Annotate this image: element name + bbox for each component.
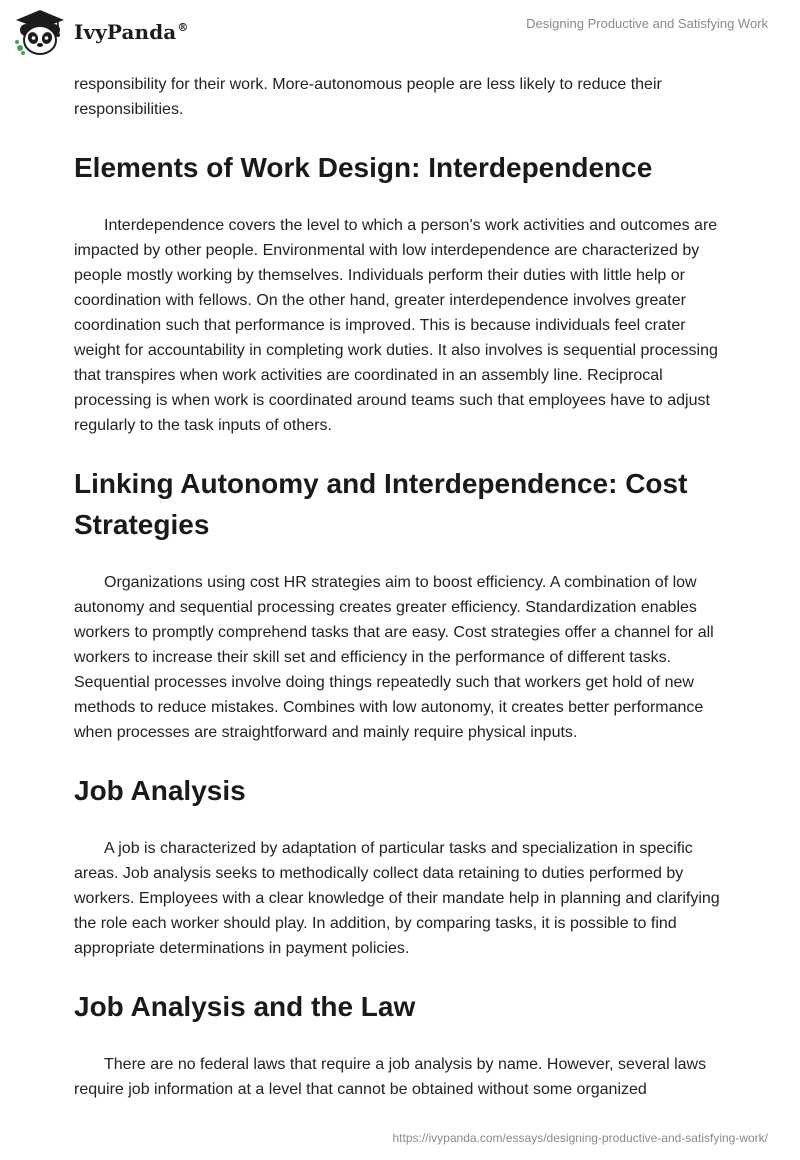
ivypanda-logo[interactable] [14, 8, 188, 56]
page-header [0, 0, 800, 64]
document-title: Designing Productive and Satisfying Work [526, 16, 768, 31]
section-heading-cost-strategies: Linking Autonomy and Interdependence: Cost Strategies [74, 468, 688, 540]
section-heading-job-analysis: Job Analysis [74, 775, 246, 806]
section-paragraph-cost-strategies: Organizations using cost HR strategies aim to boost efficiency. A combination of low autonomy and sequential processing creates greater efficiency. Standardization enables workers to promptly comprehend tasks that are easy. Cost strategies offer a channel for all workers to increase their skill set and efficiency in the performance of different tasks. Sequential processes involve doing things repeatedly such that workers get hold of new methods to reduce mistakes. Combines with low autonomy, it creates better performance when processes are straightforward and mainly require physical inputs. [74, 574, 714, 741]
source-url[interactable]: https://ivypanda.com/essays/designing-productive-and-satisfying-work/ [392, 1131, 768, 1145]
section-paragraph-job-analysis: A job is characterized by adaptation of particular tasks and specialization in specific areas. Job analysis seeks to methodically collect data retaining to duties performed by workers. Employees with a clear knowledge of their mandate help in planning and clarifying the role each worker should play. In addition, by comparing tasks, it is possible to find appropriate determinations in payment policies. [74, 840, 720, 957]
section-paragraph-job-analysis-law: There are no federal laws that require a job analysis by name. However, several laws require job information at a level that cannot be obtained without some organized [74, 1056, 707, 1098]
brand-name: IvyPanda® [74, 20, 189, 44]
essay-body [74, 72, 734, 1102]
panda-graduate-icon [14, 8, 66, 56]
registered-mark: ® [177, 21, 189, 35]
intro-paragraph: responsibility for their work. More-autonomous people are less likely to reduce their responsibilities. [74, 76, 662, 118]
section-heading-job-analysis-law: Job Analysis and the Law [74, 991, 416, 1022]
section-paragraph-interdependence: Interdependence covers the level to which a person's work activities and outcomes are impacted by other people. Environmental with low interdependence are characterized by people mostly working by themselves. Individuals perform their duties with little help or coordination with fellows. On the other hand, greater interdependence involves greater coordination such that performance is improved. This is because individuals feel crater weight for accountability in completing work duties. It also involves is sequential processing that transpires when work activities are coordinated in an assembly line. Reciprocal processing is when work is coordinated around teams such that employees have to adjust regularly to the task inputs of others. [74, 217, 718, 434]
section-heading-interdependence: Elements of Work Design: Interdependence [74, 152, 653, 183]
